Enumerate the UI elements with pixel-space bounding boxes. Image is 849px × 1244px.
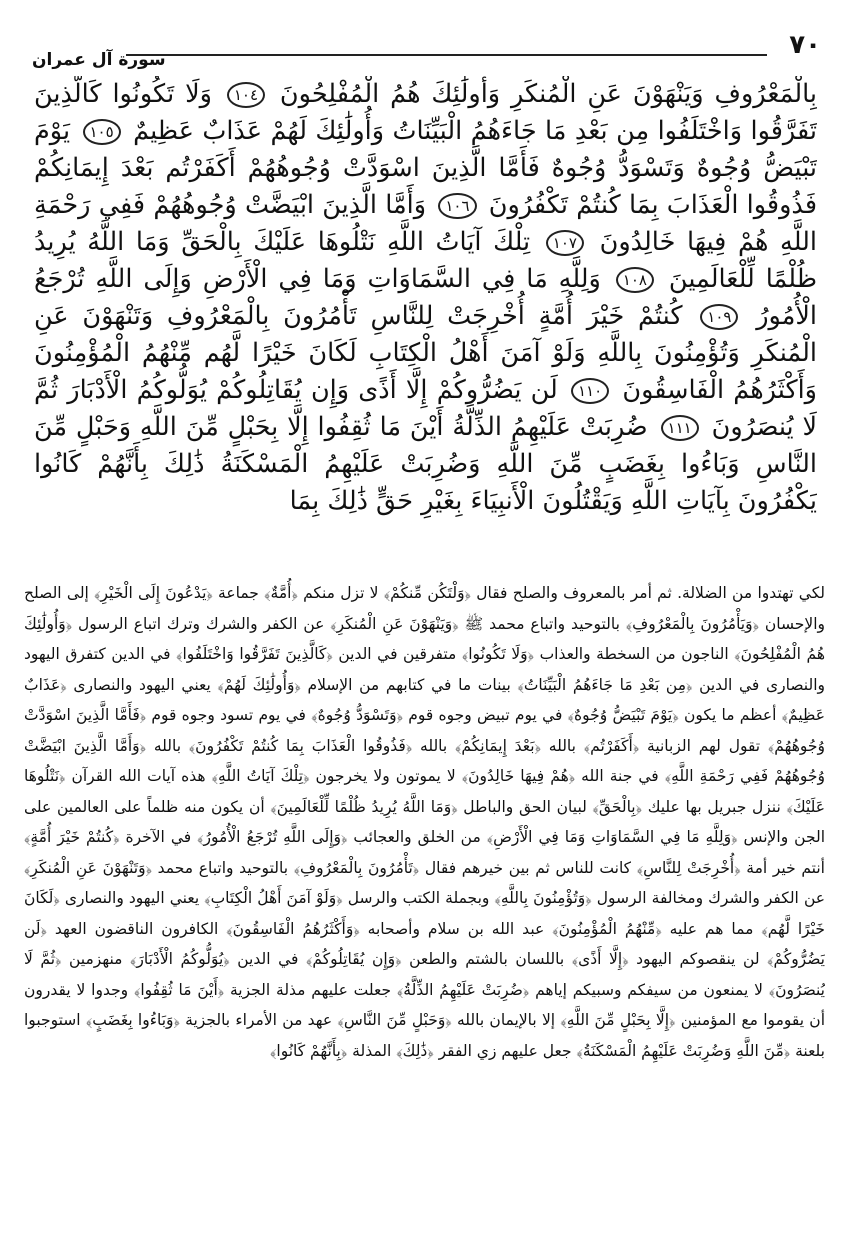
tafsir-paragraph: لكي تهتدوا من الضلالة. ثم أمر بالمعروف والصلح فقال ﴿وَلْتَكُن مِّنكُمْ﴾ لا تزل منكم ﴿أُمَّةٌ﴾ جماعة ﴿يَدْعُونَ إِلَى الْخَيْرِ﴾ إلى الصلح والإحسان ﴿وَيَأْمُرُونَ بِالْمَعْرُوفِ﴾ بالتوحيد واتباع محمد ﷺ ﴿وَيَنْهَوْنَ عَنِ الْمُنكَرِ﴾ عن الكفر والشرك وترك اتباع الرسول ﴿وَأُولَٰئِكَ هُمُ الْمُفْلِحُونَ﴾ الناجون من السخطة والعذاب ﴿وَلَا تَكُونُوا﴾ متفرقين في الدين ﴿كَالَّذِينَ تَفَرَّقُوا وَاخْتَلَفُوا﴾ في الدين كتفرق اليهود والنصارى في الدين ﴿مِن بَعْدِ مَا جَاءَهُمُ الْبَيِّنَاتُ﴾ بينات ما في كتابهم من الإسلام ﴿وَأُولَٰئِكَ لَهُمْ﴾ يعني اليهود والنصارى ﴿عَذَابٌ عَظِيمٌ﴾ أعظم ما يكون ﴿يَوْمَ تَبْيَضُّ وُجُوهٌ﴾ في يوم تبيض وجوه قوم ﴿وَتَسْوَدُّ وُجُوهٌ﴾ في يوم تسود وجوه قوم ﴿فَأَمَّا الَّذِينَ اسْوَدَّتْ وُجُوهُهُمْ﴾ تقول لهم الزبانية ﴿أَكَفَرْتُم﴾ بالله ﴿بَعْدَ إِيمَانِكُمْ﴾ بالله ﴿فَذُوقُوا الْعَذَابَ بِمَا كُنتُمْ تَكْفُرُونَ﴾ بالله ﴿وَأَمَّا الَّذِينَ ابْيَضَّتْ وُجُوهُهُمْ فَفِي رَحْمَةِ اللَّهِ﴾ في جنة الله ﴿هُمْ فِيهَا خَالِدُونَ﴾ لا يموتون ولا يخرجون ﴿تِلْكَ آيَاتُ اللَّهِ﴾ هذه آيات الله القرآن ﴿نَتْلُوهَا عَلَيْكَ﴾ ننزل جبريل بها عليك ﴿بِالْحَقِّ﴾ لبيان الحق والباطل ﴿وَمَا اللَّهُ يُرِيدُ ظُلْمًا لِّلْعَالَمِينَ﴾ أن يكون منه ظلماً على العالمين على الجن والإنس ﴿وَلِلَّهِ مَا فِي السَّمَاوَاتِ وَمَا فِي الْأَرْضِ﴾ من الخلق والعجائب ﴿وَإِلَى اللَّهِ تُرْجَعُ الْأُمُورُ﴾ في الآخرة ﴿كُنتُمْ خَيْرَ أُمَّةٍ﴾ أنتم خير أمة ﴿أُخْرِجَتْ لِلنَّاسِ﴾ كانت للناس ثم بين خيرهم فقال ﴿تَأْمُرُونَ بِالْمَعْرُوفِ﴾ بالتوحيد واتباع محمد ﴿وَتَنْهَوْنَ عَنِ الْمُنكَرِ﴾ عن الكفر والشرك ومخالفة الرسول ﴿وَتُؤْمِنُونَ بِاللَّهِ﴾ وبجملة الكتب والرسل ﴿وَلَوْ آمَنَ أَهْلُ الْكِتَابِ﴾ يعني اليهود والنصارى ﴿لَكَانَ خَيْرًا لَّهُم﴾ مما هم عليه ﴿مِّنْهُمُ الْمُؤْمِنُونَ﴾ عبد الله بن سلام وأصحابه ﴿وَأَكْثَرُهُمُ الْفَاسِقُونَ﴾ الكافرون الناقضون العهد ﴿لَن يَضُرُّوكُمْ﴾ لن ينقصوكم اليهود ﴿إِلَّا أَذًى﴾ باللسان بالشتم والطعن ﴿وَإِن يُقَاتِلُوكُمْ﴾ في الدين ﴿يُوَلُّوكُمُ الْأَدْبَارَ﴾ منهزمين ﴿ثُمَّ لَا يُنصَرُونَ﴾ لا يمنعون من سيفكم وسبيكم إياهم ﴿ضُرِبَتْ عَلَيْهِمُ الذِّلَّةُ﴾ جعلت عليهم مذلة الجزية ﴿أَيْنَ مَا ثُقِفُوا﴾ وجدوا لا يقدرون أن يقوموا مع المؤمنين ﴿إِلَّا بِحَبْلٍ مِّنَ اللَّهِ﴾ إلا بالإيمان بالله ﴿وَحَبْلٍ مِّنَ النَّاسِ﴾ عهد من الأمراء بالجزية ﴿وَبَاءُوا بِغَضَبٍ﴾ استوجبوا بلعنة ﴿مِّنَ اللَّهِ وَضُرِبَتْ عَلَيْهِمُ الْمَسْكَنَةُ﴾ جعل عليهم زي الفقر ﴿ذَٰلِكَ﴾ المذلة ﴿بِأَنَّهُمْ كَانُوا﴾ bbox=[24, 584, 825, 1060]
ayah-number-marker: ١٠٤ bbox=[227, 82, 265, 108]
ayah-number-marker: ١٠٧ bbox=[546, 230, 584, 256]
verse-text: كُنتُمْ خَيْرَ أُمَّةٍ أُخْرِجَتْ لِلنَّاسِ تَأْمُرُونَ بِالْمَعْرُوفِ وَتَنْهَوْنَ عَنِ الْمُنكَرِ وَتُؤْمِنُونَ بِاللَّهِ وَلَوْ آمَنَ أَهْلُ الْكِتَابِ لَكَانَ خَيْرًا لَّهُم مِّنْهُمُ الْمُؤْمِنُونَ وَأَكْثَرُهُمُ الْفَاسِقُونَ bbox=[34, 301, 817, 405]
verse-text: وَلِلَّهِ مَا فِي السَّمَاوَاتِ وَمَا فِي الْأَرْضِ وَإِلَى اللَّهِ تُرْجَعُ الْأُمُورُ bbox=[34, 264, 817, 331]
quran-verses-block bbox=[34, 76, 817, 558]
header-rule bbox=[126, 54, 767, 56]
surah-title: سورة آل عمران bbox=[32, 50, 166, 70]
verse-text: بِالْمَعْرُوفِ وَيَنْهَوْنَ عَنِ الْمُنكَرِ وَأُولَٰئِكَ هُمُ الْمُفْلِحُونَ bbox=[279, 79, 817, 109]
page-header bbox=[22, 26, 827, 70]
ayah-number-marker: ١٠٦ bbox=[438, 193, 476, 219]
ayah-number-marker: ١٠٥ bbox=[83, 119, 121, 145]
page-number: ٧٠ bbox=[789, 30, 821, 60]
verse-text: ضُرِبَتْ عَلَيْهِمُ الذِّلَّةُ أَيْنَ مَا ثُقِفُوا إِلَّا بِحَبْلٍ مِّنَ اللَّهِ وَحَبْلٍ مِّنَ النَّاسِ وَبَاءُوا بِغَضَبٍ مِّنَ اللَّهِ وَضُرِبَتْ عَلَيْهِمُ الْمَسْكَنَةُ ذَٰلِكَ بِأَنَّهُمْ كَانُوا يَكْفُرُونَ بِآيَاتِ اللَّهِ وَيَقْتُلُونَ الْأَنبِيَاءَ بِغَيْرِ حَقٍّ ذَٰلِكَ بِمَا bbox=[34, 412, 817, 516]
ayah-number-marker: ١١١ bbox=[661, 415, 699, 441]
ayah-number-marker: ١١٠ bbox=[571, 378, 609, 404]
verse-text: تِلْكَ آيَاتُ اللَّهِ نَتْلُوهَا عَلَيْكَ بِالْحَقِّ وَمَا اللَّهُ يُرِيدُ ظُلْمًا لِّلْعَالَمِينَ bbox=[34, 227, 817, 294]
verse-text: لَن يَضُرُّوكُمْ إِلَّا أَذًى وَإِن يُقَاتِلُوكُمْ يُوَلُّوكُمُ الْأَدْبَارَ ثُمَّ لَا يُنصَرُونَ bbox=[34, 375, 817, 442]
ayah-number-marker: ١٠٨ bbox=[616, 267, 654, 293]
ayah-number-marker: ١٠٩ bbox=[700, 304, 738, 330]
verse-text: وَلَا تَكُونُوا كَالَّذِينَ تَفَرَّقُوا وَاخْتَلَفُوا مِن بَعْدِ مَا جَاءَهُمُ الْبَيِّنَاتُ وَأُولَٰئِكَ لَهُمْ عَذَابٌ عَظِيمٌ bbox=[34, 79, 817, 146]
verses-paragraph bbox=[34, 76, 817, 520]
verse-text: يَوْمَ تَبْيَضُّ وُجُوهٌ وَتَسْوَدُّ وُجُوهٌ فَأَمَّا الَّذِينَ اسْوَدَّتْ وُجُوهُهُمْ أَكَفَرْتُم بَعْدَ إِيمَانِكُمْ فَذُوقُوا الْعَذَابَ بِمَا كُنتُمْ تَكْفُرُونَ bbox=[34, 116, 817, 220]
verse-text: وَأَمَّا الَّذِينَ ابْيَضَّتْ وُجُوهُهُمْ فَفِي رَحْمَةِ اللَّهِ هُمْ فِيهَا خَالِدُونَ bbox=[34, 190, 817, 257]
tafsir-commentary-block bbox=[24, 578, 825, 1228]
